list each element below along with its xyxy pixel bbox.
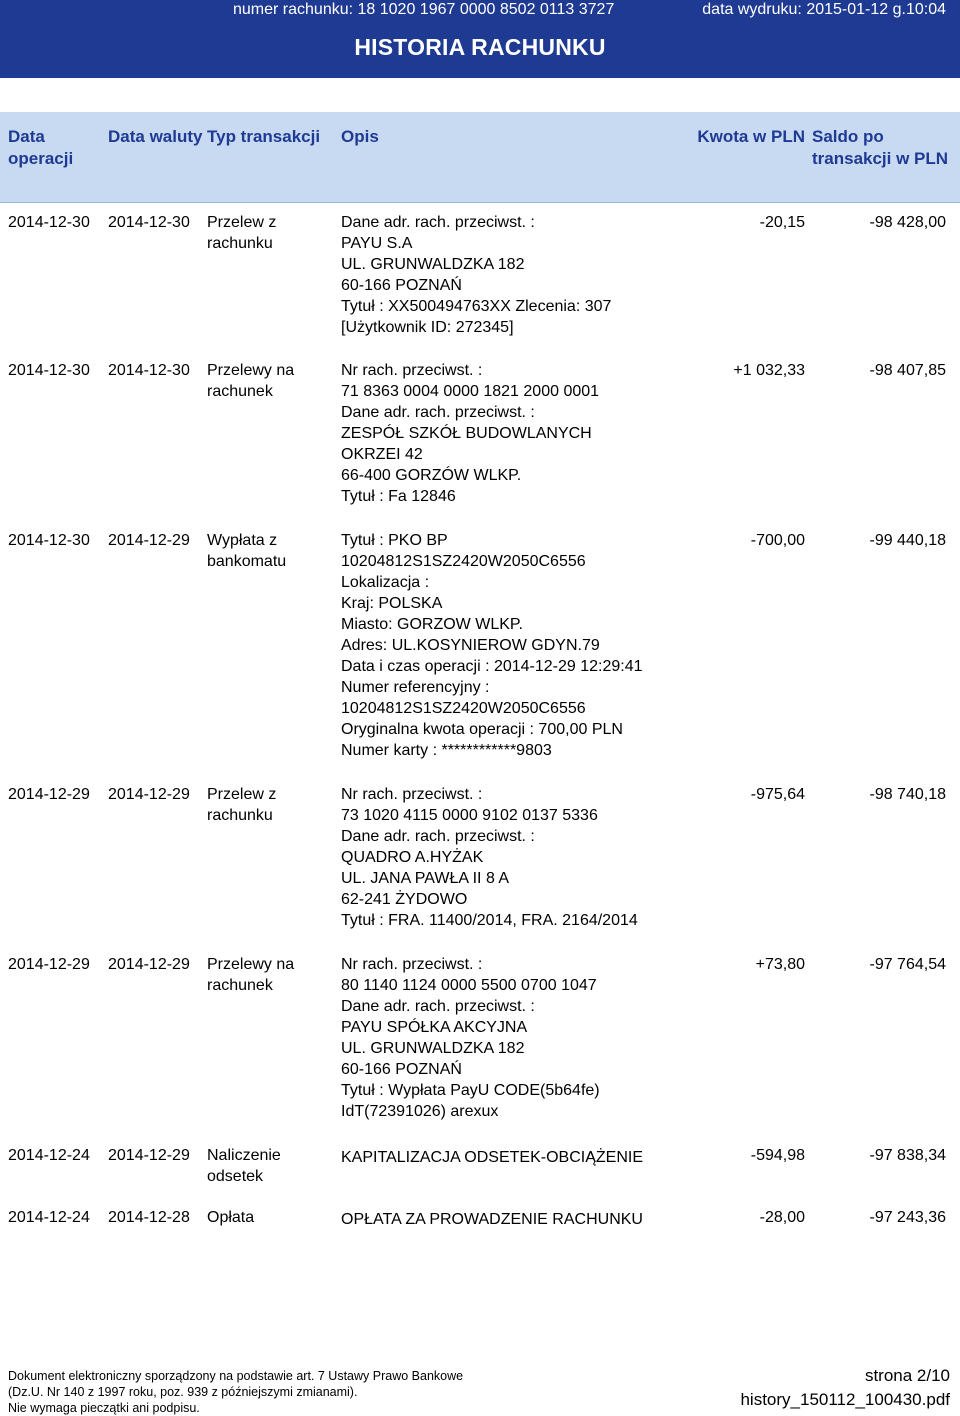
transaction-description	[341, 530, 721, 761]
description-line: QUADRO A.HYŻAK	[341, 849, 484, 866]
value-date: 2014-12-30	[108, 214, 190, 231]
transaction-description	[341, 212, 721, 338]
description-line: Kraj: POLSKA	[341, 595, 443, 612]
column-header-date-line2: operacji	[8, 149, 74, 168]
transaction-amount: -20,15	[759, 214, 805, 231]
transaction-amount: -700,00	[750, 532, 805, 549]
transaction-amount: +73,80	[755, 956, 805, 973]
page-title: HISTORIA RACHUNKU	[354, 34, 606, 60]
value-date: 2014-12-29	[108, 1147, 190, 1164]
description-line: Tytuł : PKO BP	[341, 532, 448, 549]
description-line: IdT(72391026) arexux	[341, 1103, 499, 1120]
description-line: UL. JANA PAWŁA II 8 A	[341, 870, 510, 887]
value-date: 2014-12-30	[108, 362, 190, 379]
footer	[0, 1362, 960, 1416]
transaction-type-line: rachunku	[207, 235, 273, 252]
description-line: UL. GRUNWALDZKA 182	[341, 256, 525, 273]
description-line: 60-166 POZNAŃ	[341, 277, 462, 294]
transaction-type	[207, 1145, 327, 1187]
description-line: PAYU S.A	[341, 235, 413, 252]
transaction-type	[207, 530, 327, 572]
operation-date: 2014-12-24	[8, 1209, 90, 1226]
column-header-description: Opis	[341, 127, 379, 146]
operation-date: 2014-12-30	[8, 532, 90, 549]
transaction-type	[207, 360, 327, 402]
description-line: 66-400 GORZÓW WLKP.	[341, 467, 522, 484]
page-info	[740, 1364, 950, 1412]
operation-date: 2014-12-30	[8, 362, 90, 379]
transaction-type-line: Opłata	[207, 1209, 255, 1226]
description-line: Numer karty : ************9803	[341, 742, 552, 759]
description-line: Tytuł : FRA. 11400/2014, FRA. 2164/2014	[341, 912, 638, 929]
value-date: 2014-12-29	[108, 532, 190, 549]
column-header-date	[8, 126, 73, 170]
description-line: OKRZEI 42	[341, 446, 423, 463]
description-line: 80 1140 1124 0000 5500 0700 1047	[341, 977, 597, 994]
transaction-type	[207, 784, 327, 826]
legal-note-line: Nie wymaga pieczątki ani podpisu.	[8, 1401, 200, 1415]
operation-date: 2014-12-29	[8, 956, 90, 973]
transaction-type-line: odsetek	[207, 1168, 264, 1185]
description-line: Data i czas operacji : 2014-12-29 12:29:41	[341, 658, 643, 675]
balance-after: -98 407,85	[869, 362, 946, 379]
balance-after: -98 428,00	[869, 214, 946, 231]
legal-note	[8, 1368, 463, 1416]
transaction-type-line: Przelewy na	[207, 956, 295, 973]
transaction-type-line: Naliczenie	[207, 1147, 281, 1164]
column-header-amount: Kwota w PLN	[697, 127, 805, 146]
operation-date: 2014-12-24	[8, 1147, 90, 1164]
description-line: Dane adr. rach. przeciwst. :	[341, 214, 535, 231]
transaction-description	[341, 784, 721, 931]
description-line: 73 1020 4115 0000 9102 0137 5336	[341, 807, 598, 824]
transaction-amount: +1 032,33	[733, 362, 805, 379]
description-line: [Użytkownik ID: 272345]	[341, 319, 514, 336]
description-line: 10204812S1SZ2420W2050C6556	[341, 700, 586, 717]
transaction-amount: -28,00	[759, 1209, 805, 1226]
operation-date: 2014-12-29	[8, 786, 90, 803]
file-name: history_150112_100430.pdf	[740, 1390, 950, 1409]
transaction-description	[341, 1209, 721, 1230]
description-line: Tytuł : XX500494763XX Zlecenia: 307	[341, 298, 612, 315]
transaction-type	[207, 212, 327, 254]
balance-after: -98 740,18	[869, 786, 946, 803]
transaction-description	[341, 360, 721, 507]
header-banner	[0, 0, 960, 78]
value-date: 2014-12-29	[108, 786, 190, 803]
transaction-type-line: rachunek	[207, 383, 273, 400]
legal-note-line: (Dz.U. Nr 140 z 1997 roku, poz. 939 z późniejszymi zmianami).	[8, 1385, 358, 1399]
transaction-type-line: Przelew z	[207, 214, 277, 231]
description-line: Dane adr. rach. przeciwst. :	[341, 998, 535, 1015]
account-number: numer rachunku: 18 1020 1967 0000 8502 0113 3727	[233, 1, 615, 18]
balance-after: -97 243,36	[869, 1209, 946, 1226]
description-line: 60-166 POZNAŃ	[341, 1061, 462, 1078]
column-header-value-date: Data waluty	[108, 127, 203, 146]
column-header-balance-line2: transakcji w PLN	[812, 149, 949, 168]
description-line: Nr rach. przeciwst. :	[341, 362, 483, 379]
transaction-amount: -975,64	[750, 786, 805, 803]
description-line: KAPITALIZACJA ODSETEK-OBCIĄŻENIE	[341, 1149, 643, 1166]
transaction-type-line: bankomatu	[207, 553, 287, 570]
balance-after: -97 838,34	[869, 1147, 946, 1164]
value-date: 2014-12-28	[108, 1209, 190, 1226]
description-line: PAYU SPÓŁKA AKCYJNA	[341, 1019, 528, 1036]
transaction-amount: -594,98	[750, 1147, 805, 1164]
transaction-type-line: Przelew z	[207, 786, 277, 803]
header-info	[0, 0, 960, 28]
description-line: Tytuł : Fa 12846	[341, 488, 456, 505]
value-date: 2014-12-29	[108, 956, 190, 973]
column-header-balance	[812, 126, 948, 170]
operation-date: 2014-12-30	[8, 214, 90, 231]
transaction-type-line: Wypłata z	[207, 532, 278, 549]
description-line: 62-241 ŻYDOWO	[341, 891, 468, 908]
description-line: UL. GRUNWALDZKA 182	[341, 1040, 525, 1057]
transaction-type	[207, 1207, 327, 1228]
description-line: 10204812S1SZ2420W2050C6556	[341, 553, 586, 570]
transaction-description	[341, 1147, 721, 1168]
column-header-date-line1: Data	[8, 127, 45, 146]
transaction-type-line: rachunek	[207, 977, 273, 994]
column-header-type: Typ transakcji	[207, 127, 321, 146]
description-line: OPŁATA ZA PROWADZENIE RACHUNKU	[341, 1211, 643, 1228]
page-number: strona 2/10	[864, 1366, 950, 1385]
description-line: ZESPÓŁ SZKÓŁ BUDOWLANYCH	[341, 425, 592, 442]
description-line: Tytuł : Wypłata PayU CODE(5b64fe)	[341, 1082, 600, 1099]
transaction-type-line: rachunku	[207, 807, 273, 824]
description-line: Nr rach. przeciwst. :	[341, 956, 483, 973]
table-header	[0, 112, 960, 203]
balance-after: -99 440,18	[869, 532, 946, 549]
transaction-type-line: Przelewy na	[207, 362, 295, 379]
description-line: Nr rach. przeciwst. :	[341, 786, 483, 803]
print-date: data wydruku: 2015-01-12 g.10:04	[702, 1, 946, 18]
column-header-balance-line1: Saldo po	[812, 127, 884, 146]
description-line: Dane adr. rach. przeciwst. :	[341, 828, 535, 845]
description-line: Oryginalna kwota operacji : 700,00 PLN	[341, 721, 623, 738]
description-line: Numer referencyjny :	[341, 679, 490, 696]
legal-note-line: Dokument elektroniczny sporządzony na podstawie art. 7 Ustawy Prawo Bankowe	[8, 1369, 464, 1383]
description-line: Miasto: GORZOW WLKP.	[341, 616, 523, 633]
transaction-description	[341, 954, 721, 1122]
transaction-type	[207, 954, 327, 996]
description-line: Adres: UL.KOSYNIEROW GDYN.79	[341, 637, 600, 654]
description-line: 71 8363 0004 0000 1821 2000 0001	[341, 383, 600, 400]
balance-after: -97 764,54	[869, 956, 946, 973]
description-line: Dane adr. rach. przeciwst. :	[341, 404, 535, 421]
description-line: Lokalizacja :	[341, 574, 430, 591]
